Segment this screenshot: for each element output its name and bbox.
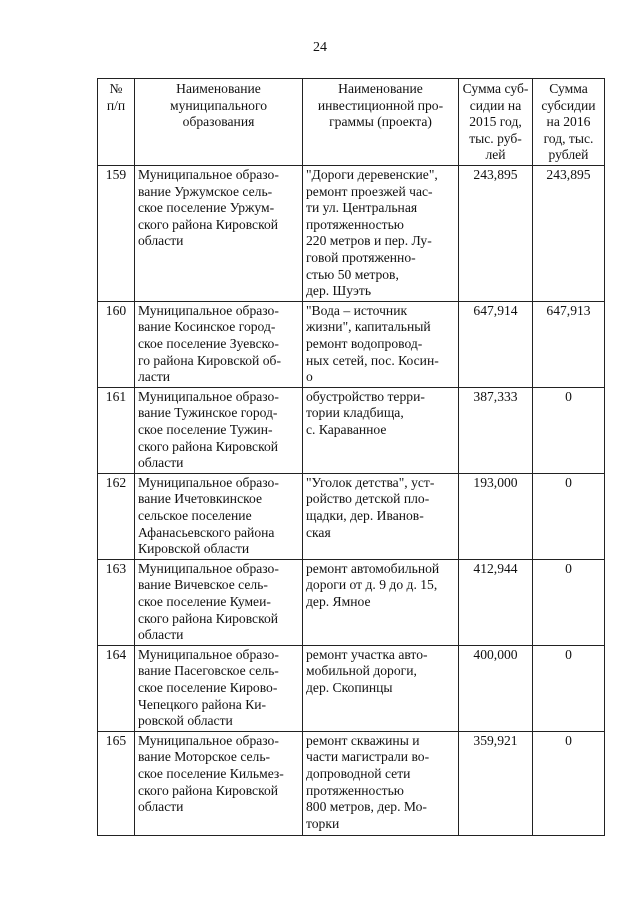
row-municipality: Муниципальное образо- вание Тужинское город- ское поселение Тужин- ского района Кировской области [135, 387, 303, 473]
row-sum-2016: 0 [533, 473, 605, 559]
row-program: обустройство терри- тории кладбища, с. Караванное [303, 387, 459, 473]
row-municipality: Муниципальное образо- вание Пасеговское сель- ское поселение Кирово- Чепецкого района Ки- ровской области [135, 645, 303, 731]
row-sum-2016: 0 [533, 731, 605, 835]
header-municipality: Наименование муниципального образования [135, 79, 303, 166]
table-row [98, 473, 605, 559]
row-sum-2016: 0 [533, 559, 605, 645]
row-sum-2015: 412,944 [459, 559, 533, 645]
page-number: 24 [313, 40, 327, 55]
row-sum-2015: 400,000 [459, 645, 533, 731]
table-row [98, 645, 605, 731]
table-row [98, 559, 605, 645]
row-sum-2016: 243,895 [533, 166, 605, 302]
table-row [98, 301, 605, 387]
row-municipality: Муниципальное образо- вание Уржумское сель- ское поселение Уржум- ского района Кировской области [135, 166, 303, 302]
row-municipality: Муниципальное образо- вание Вичевское сель- ское поселение Кумеи- ского района Кировской области [135, 559, 303, 645]
table-row [98, 166, 605, 302]
row-program: ремонт автомобильной дороги от д. 9 до д. 15, дер. Ямное [303, 559, 459, 645]
row-program: "Уголок детства", уст- ройство детской пло- щадки, дер. Иванов- ская [303, 473, 459, 559]
row-sum-2016: 647,913 [533, 301, 605, 387]
row-sum-2016: 0 [533, 387, 605, 473]
row-municipality: Муниципальное образо- вание Косинское город- ское поселение Зуевско- го района Кировской об- ласти [135, 301, 303, 387]
row-sum-2016: 0 [533, 645, 605, 731]
row-sum-2015: 647,914 [459, 301, 533, 387]
row-municipality: Муниципальное образо- вание Ичетовкинское сельское поселение Афанасьевского района Кировской области [135, 473, 303, 559]
row-num: 159 [98, 166, 135, 302]
row-num: 162 [98, 473, 135, 559]
subsidy-table [97, 78, 605, 836]
row-num: 164 [98, 645, 135, 731]
header-program: Наименование инвестиционной про- граммы (проекта) [303, 79, 459, 166]
row-num: 165 [98, 731, 135, 835]
row-municipality: Муниципальное образо- вание Моторское сель- ское поселение Кильмез- ского района Кировской области [135, 731, 303, 835]
table-row [98, 387, 605, 473]
header-num: № п/п [98, 79, 135, 166]
row-num: 163 [98, 559, 135, 645]
table-header-row [98, 79, 605, 166]
row-sum-2015: 359,921 [459, 731, 533, 835]
row-num: 160 [98, 301, 135, 387]
header-sum-2016: Сумма субсидии на 2016 год, тыс. рублей [533, 79, 605, 166]
row-program: ремонт скважины и части магистрали во- допроводной сети протяженностью 800 метров, дер. Мо- торки [303, 731, 459, 835]
header-sum-2015: Сумма суб- сидии на 2015 год, тыс. руб- лей [459, 79, 533, 166]
row-sum-2015: 243,895 [459, 166, 533, 302]
row-program: "Дороги деревенские", ремонт проезжей час- ти ул. Центральная протяженностью 220 метров и пер. Лу- говой протяженно- стью 50 метров, дер. Шуэть [303, 166, 459, 302]
row-program: "Вода – источник жизни", капитальный ремонт водопровод- ных сетей, пос. Косин- о [303, 301, 459, 387]
table-row [98, 731, 605, 835]
row-program: ремонт участка авто- мобильной дороги, дер. Скопинцы [303, 645, 459, 731]
row-sum-2015: 193,000 [459, 473, 533, 559]
row-num: 161 [98, 387, 135, 473]
row-sum-2015: 387,333 [459, 387, 533, 473]
